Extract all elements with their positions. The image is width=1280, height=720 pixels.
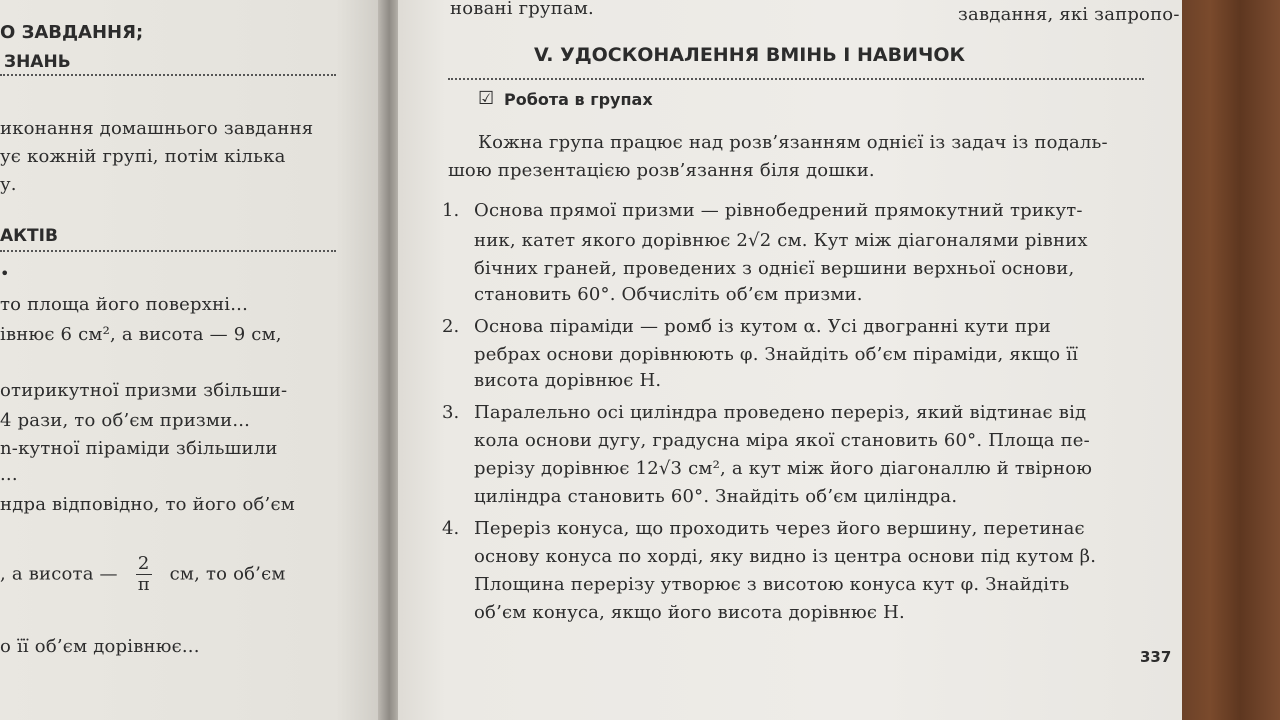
- left-header-line1: О ЗАВДАННЯ;: [0, 22, 144, 43]
- task-number: 2.: [442, 316, 460, 337]
- top-cut-text: завдання, які запропо-: [958, 4, 1180, 25]
- left-q8-text-a: , а висота —: [0, 563, 118, 585]
- left-section-header: АКТІВ: [0, 226, 58, 246]
- task-line: Основа прямої призми — рівнобедрений прямокутний трикут-: [474, 200, 1083, 221]
- task-line: становить 60°. Обчисліть об’єм призми.: [474, 284, 863, 305]
- task-line: Площина перерізу утворює з висотою конуса кут φ. Знайдіть: [474, 574, 1070, 595]
- top-cut-text: новані групам.: [450, 0, 594, 19]
- checkbox-icon: ☑: [478, 88, 495, 109]
- desk-surface: [1180, 0, 1280, 720]
- left-q8-text-b: см, то об’єм: [169, 563, 286, 585]
- left-section-divider: [0, 250, 336, 252]
- left-page: [0, 0, 395, 720]
- intro-line: Кожна група працює над розв’язанням однієї із задач із подаль-: [478, 132, 1108, 153]
- task-line: основу конуса по хорді, яку видно із центра основи під кутом β.: [474, 546, 1097, 567]
- left-marker: •: [0, 264, 10, 283]
- section-divider: [448, 78, 1144, 80]
- left-header-line2: ЗНАНЬ: [4, 52, 71, 72]
- left-question-line: отирикутної призми збільши-: [0, 380, 288, 401]
- fraction-numerator: 2: [136, 554, 152, 575]
- left-question-line: то площа його поверхні...: [0, 294, 249, 315]
- left-question-line-fraction: [0, 554, 286, 595]
- page-number: 337: [1140, 648, 1172, 666]
- task-line: об’єм конуса, якщо його висота дорівнює H.: [474, 602, 905, 623]
- task-line: Паралельно осі циліндра проведено переріз, який відтинає від: [474, 402, 1087, 423]
- subsection-title: Робота в групах: [504, 90, 653, 109]
- left-question-line: о її об’єм дорівнює...: [0, 636, 200, 657]
- task-number: 1.: [442, 200, 460, 221]
- left-question-line: ндра відповідно, то його об’єм: [0, 494, 295, 515]
- left-paragraph-line: у.: [0, 174, 17, 195]
- task-line: кола основи дугу, градусна міра якої становить 60°. Площа пе-: [474, 430, 1090, 451]
- task-line: ник, катет якого дорівнює 2√2 см. Кут між діагоналями рівних: [474, 230, 1088, 251]
- section-title: V. УДОСКОНАЛЕННЯ ВМІНЬ І НАВИЧОК: [534, 44, 966, 66]
- task-line: бічних граней, проведених з однієї вершини верхньої основи,: [474, 258, 1075, 279]
- left-paragraph-line: ує кожній групі, потім кілька: [0, 146, 286, 167]
- left-question-line: ...: [0, 464, 18, 485]
- task-line: висота дорівнює H.: [474, 370, 662, 391]
- task-line: Переріз конуса, що проходить через його вершину, перетинає: [474, 518, 1085, 539]
- task-line: Основа піраміди — ромб із кутом α. Усі двогранні кути при: [474, 316, 1051, 337]
- task-line: ребрах основи дорівнюють φ. Знайдіть об’єм піраміди, якщо її: [474, 344, 1079, 365]
- task-line: циліндра становить 60°. Знайдіть об’єм циліндра.: [474, 486, 958, 507]
- intro-line: шою презентацією розв’язання біля дошки.: [448, 160, 875, 181]
- task-line: рерізу дорівнює 12√3 см², а кут між його діагоналлю й твірною: [474, 458, 1093, 479]
- left-paragraph-line: иконання домашнього завдання: [0, 118, 314, 139]
- fraction-denominator: π: [137, 573, 150, 595]
- task-number: 4.: [442, 518, 460, 539]
- left-question-line: n-кутної піраміди збільшили: [0, 438, 278, 459]
- left-question-line: івнює 6 см², а висота — 9 см,: [0, 324, 282, 345]
- right-page: [398, 0, 1182, 720]
- fraction-2-over-pi: [136, 554, 152, 595]
- left-header-divider: [0, 74, 336, 76]
- task-number: 3.: [442, 402, 460, 423]
- left-question-line: 4 рази, то об’єм призми...: [0, 410, 251, 431]
